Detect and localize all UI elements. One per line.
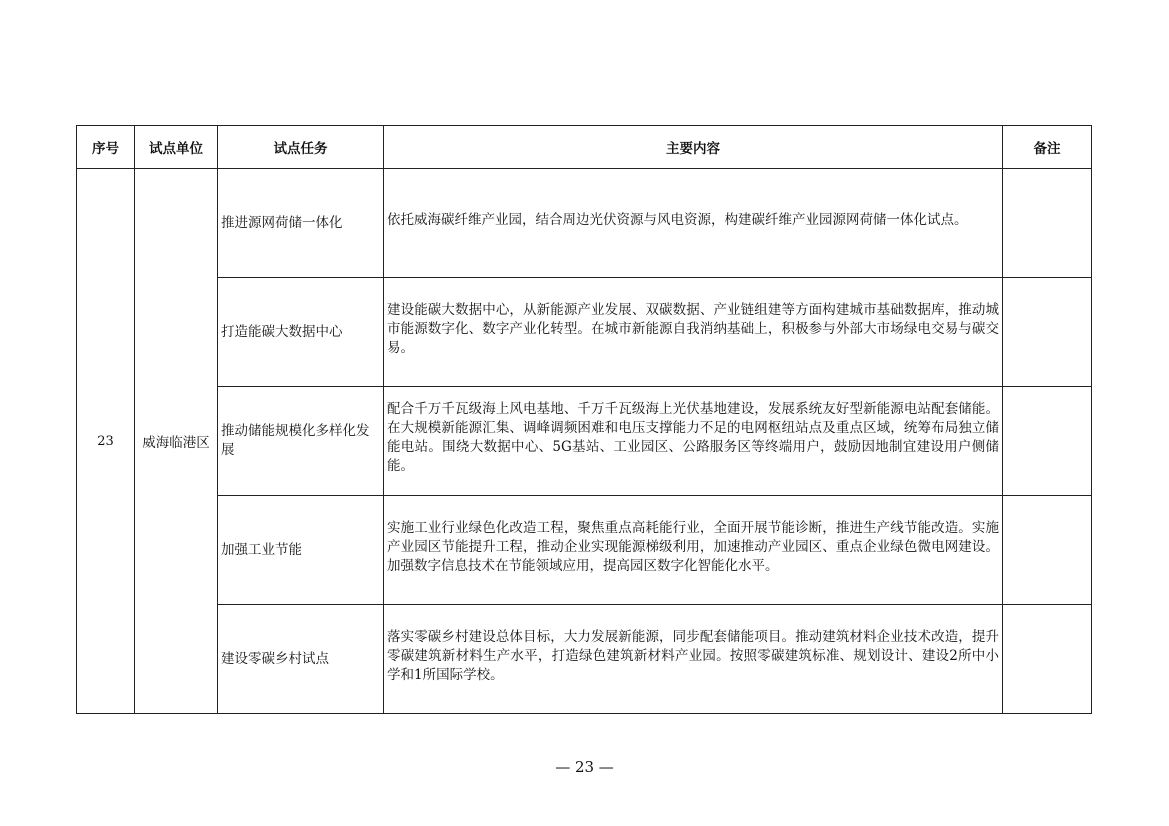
content-cell: 实施工业行业绿色化改造工程，聚焦重点高耗能行业，全面开展节能诊断，推进生产线节能改造。实施产业园区节能提升工程，推动企业实现能源梯级利用，加速推动产业园区、重点企业绿色微电网建设。加强数字信息技术在节能领域应用，提高园区数字化智能化水平。	[384, 496, 1003, 605]
seq-cell: 23	[77, 169, 135, 714]
task-cell: 加强工业节能	[218, 496, 384, 605]
content-cell: 落实零碳乡村建设总体目标，大力发展新能源，同步配套储能项目。推动建筑材料企业技术改造，提升零碳建筑新材料生产水平，打造绿色建筑新材料产业园。按照零碳建筑标准、规划设计、建设2所中小学和1所国际学校。	[384, 605, 1003, 714]
table-row	[77, 278, 1092, 387]
remark-cell	[1003, 278, 1092, 387]
remark-cell	[1003, 169, 1092, 278]
page-number: — 23 —	[555, 758, 614, 776]
task-cell: 打造能碳大数据中心	[218, 278, 384, 387]
content-cell: 配合千万千瓦级海上风电基地、千万千瓦级海上光伏基地建设，发展系统友好型新能源电站配套储能。在大规模新能源汇集、调峰调频困难和电压支撑能力不足的电网枢纽站点及重点区域，统筹布局独立储能电站。围绕大数据中心、5G基站、工业园区、公路服务区等终端用户，鼓励因地制宜建设用户侧储能。	[384, 387, 1003, 496]
remark-cell	[1003, 496, 1092, 605]
table-row	[77, 605, 1092, 714]
table-row	[77, 496, 1092, 605]
header-remark: 备注	[1003, 126, 1092, 169]
remark-cell	[1003, 605, 1092, 714]
header-unit: 试点单位	[135, 126, 218, 169]
table-row	[77, 169, 1092, 278]
header-seq: 序号	[77, 126, 135, 169]
table-header-row	[77, 126, 1092, 169]
header-content: 主要内容	[384, 126, 1003, 169]
unit-cell: 威海临港区	[135, 169, 218, 714]
content-cell: 依托威海碳纤维产业园，结合周边光伏资源与风电资源，构建碳纤维产业园源网荷储一体化试点。	[384, 169, 1003, 278]
table-row	[77, 387, 1092, 496]
task-cell: 推动储能规模化多样化发展	[218, 387, 384, 496]
header-task: 试点任务	[218, 126, 384, 169]
task-cell: 建设零碳乡村试点	[218, 605, 384, 714]
pilot-task-table	[76, 125, 1092, 714]
task-cell: 推进源网荷储一体化	[218, 169, 384, 278]
content-cell: 建设能碳大数据中心，从新能源产业发展、双碳数据、产业链组建等方面构建城市基础数据库，推动城市能源数字化、数字产业化转型。在城市新能源自我消纳基础上，积极参与外部大市场绿电交易与碳交易。	[384, 278, 1003, 387]
remark-cell	[1003, 387, 1092, 496]
